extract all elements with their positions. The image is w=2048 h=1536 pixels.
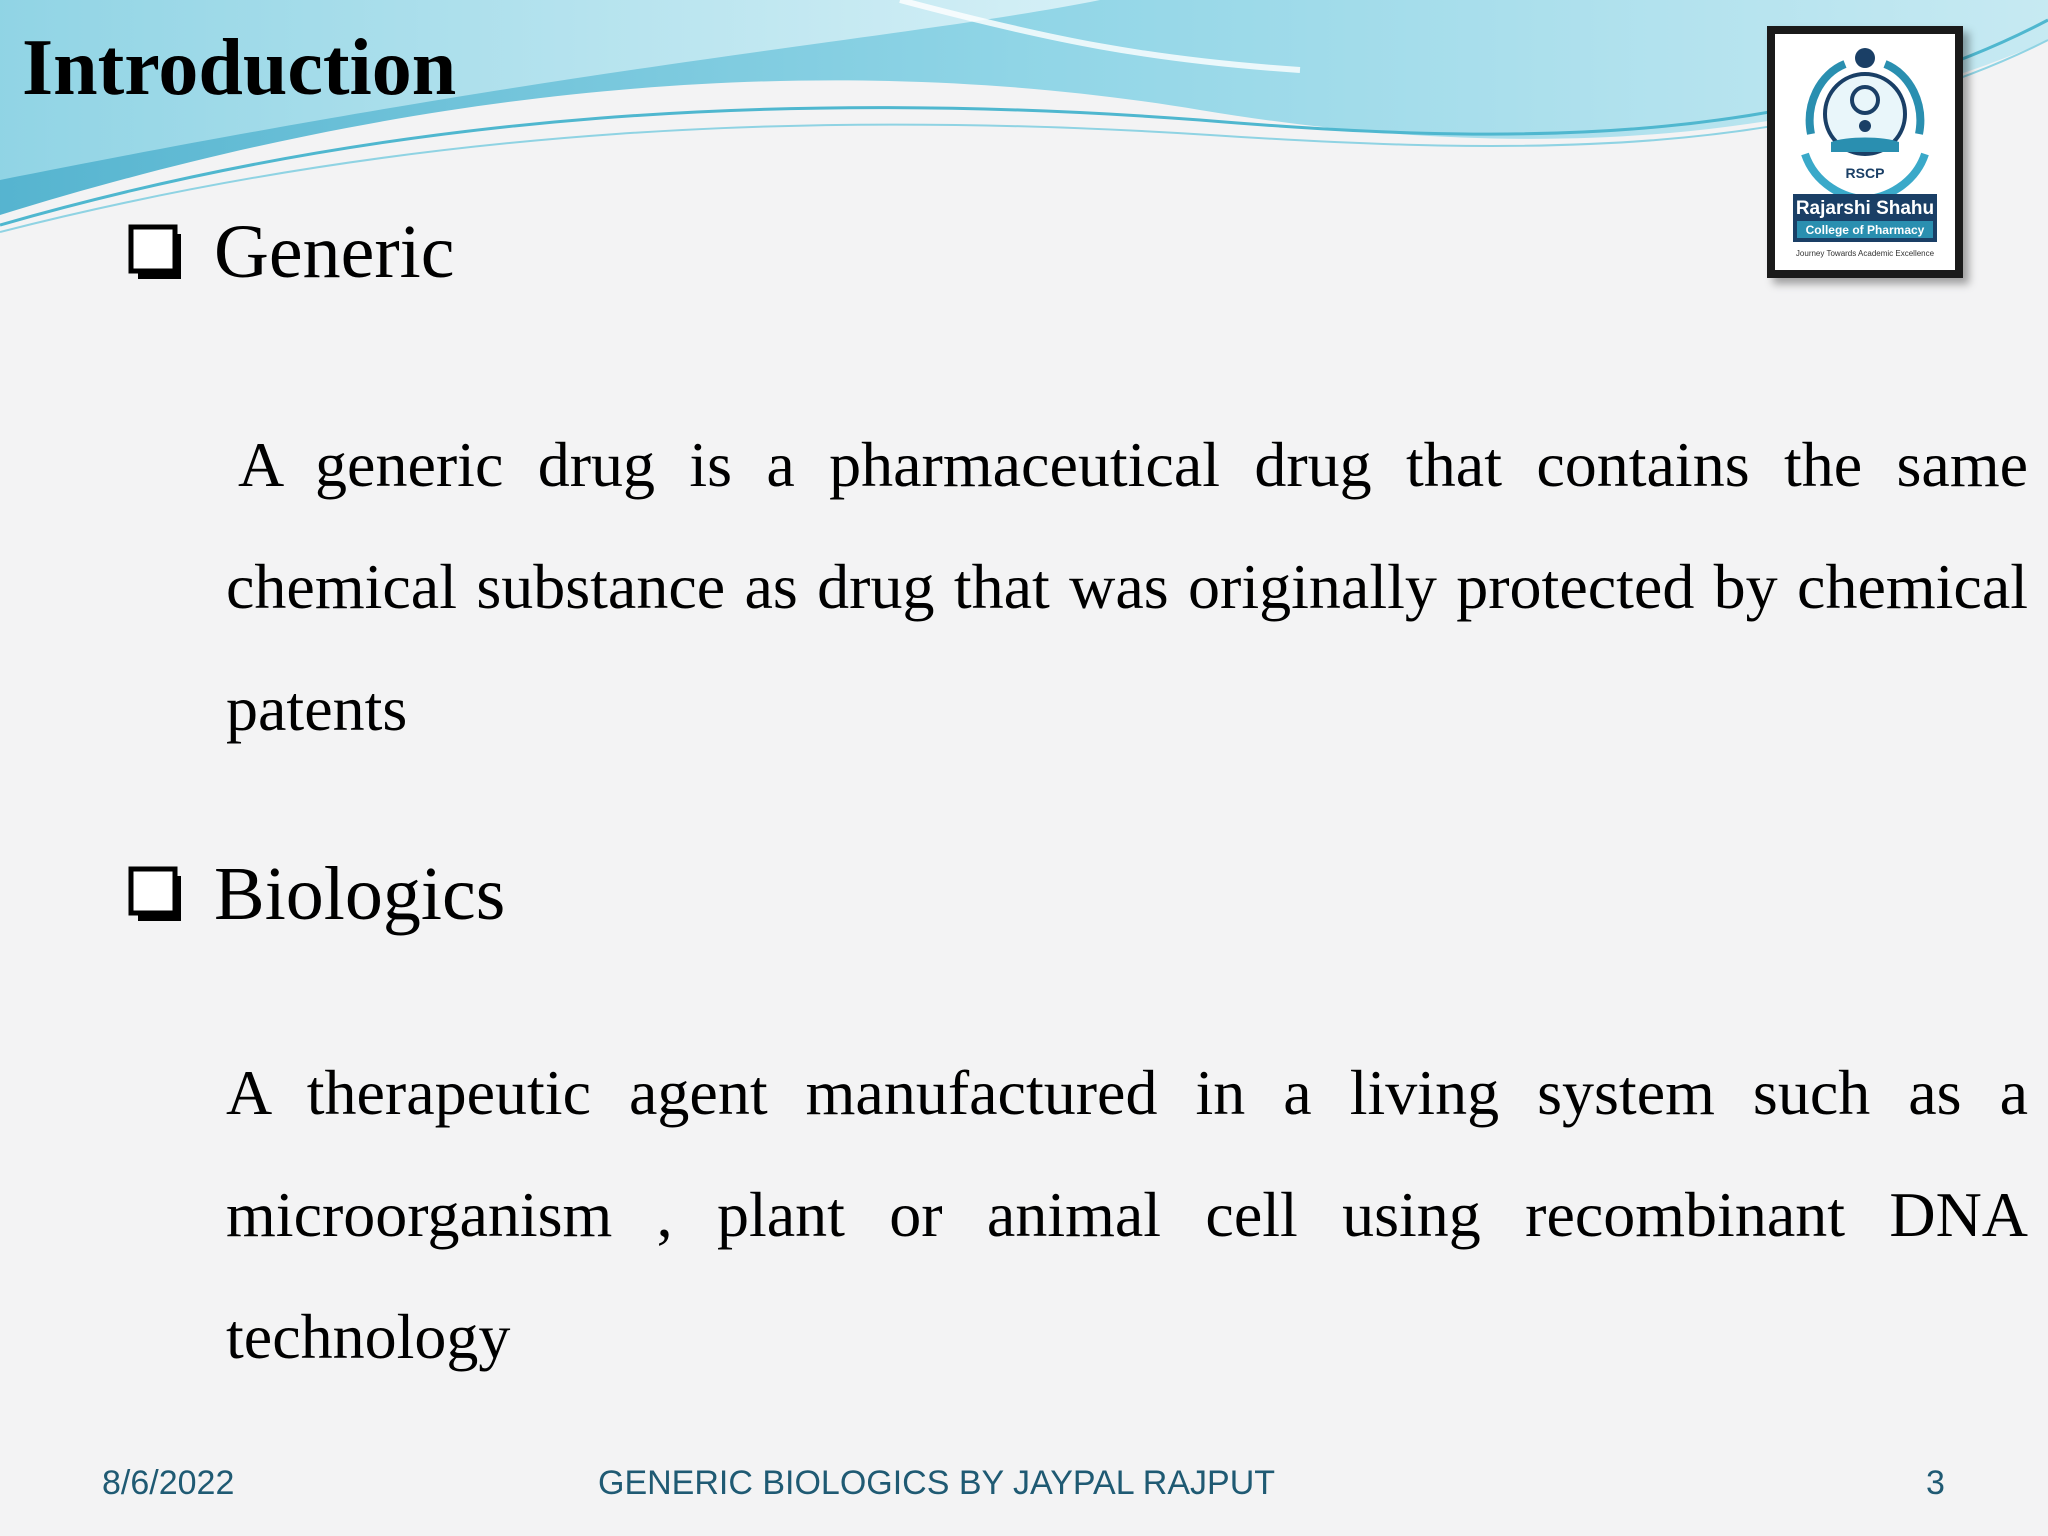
college-logo xyxy=(1767,26,1963,278)
section-heading-generic xyxy=(128,210,455,294)
checkbox-square-icon xyxy=(128,866,184,922)
college-emblem-icon xyxy=(1775,34,1955,270)
checkbox-square-icon xyxy=(128,224,184,280)
logo-name: Rajarshi Shahu xyxy=(1795,198,1935,219)
section-heading-biologics xyxy=(128,852,506,936)
section-body-biologics: A therapeutic agent manufactured in a living system such as a microorganism , plant or animal cell using recombinant DNA technology xyxy=(226,1057,2028,1372)
section-heading-label: Biologics xyxy=(214,852,506,936)
logo-tagline: Journey Towards Academic Excellence xyxy=(1795,249,1935,258)
logo-subtitle: College of Pharmacy xyxy=(1805,223,1925,237)
footer-title: GENERIC BIOLOGICS BY JAYPAL RAJPUT xyxy=(598,1464,1276,1502)
section-heading-label: Generic xyxy=(214,210,455,294)
logo-abbreviation: RSCP xyxy=(1845,165,1885,181)
slide-title: Introduction xyxy=(22,24,457,112)
section-body-generic: A generic drug is a pharmaceutical drug that contains the same chemical substance as drug that was originally protected by chemical patents xyxy=(226,429,2028,744)
footer-page-number: 3 xyxy=(1926,1464,1945,1502)
footer-date: 8/6/2022 xyxy=(102,1464,235,1502)
